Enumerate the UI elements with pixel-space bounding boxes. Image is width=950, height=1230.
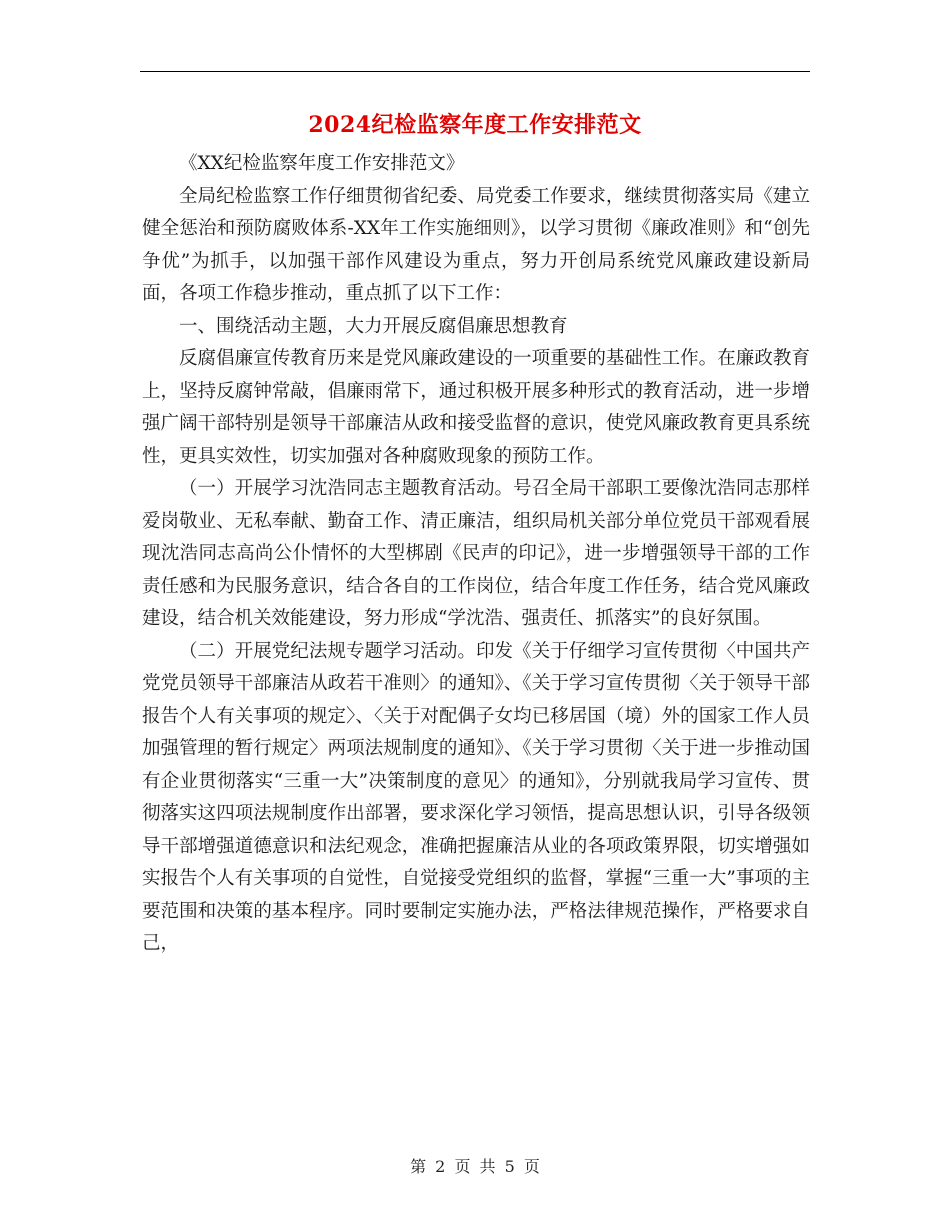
- paragraph-subtitle: 《XX纪检监察年度工作安排范文》: [179, 153, 465, 174]
- header-rule: [140, 71, 810, 72]
- paragraph-education: 反腐倡廉宣传教育历来是党风廉政建设的一项重要的基础性工作。在廉政教育上，坚持反腐钟常敲，倡廉雨常下，通过积极开展多种形式的教育活动，进一步增强广阔干部特别是领导干部廉洁从政和接受监督的意识，使党风廉政教育更具系统性，更具实效性，切实加强对各种腐败现象的预防工作。: [142, 348, 810, 467]
- section-heading-1: 一、围绕活动主题，大力开展反腐倡廉思想教育: [179, 315, 568, 337]
- document-title: 2024纪检监察年度工作安排范文: [308, 112, 642, 138]
- document-body: [142, 148, 810, 961]
- paragraph-item-1: （一）开展学习沈浩同志主题教育活动。号召全局干部职工要像沈浩同志那样爱岗敬业、无私奉献、勤奋工作、清正廉洁，组织局机关部分单位党员干部观看展现沈浩同志高尚公仆情怀的大型梆剧《民声的印记》，进一步增强领导干部的工作责任感和为民服务意识，结合各自的工作岗位，结合年度工作任务，结合党风廉政建设，结合机关效能建设，努力形成“学沈浩、强责任、抓落实”的良好氛围。: [142, 478, 810, 629]
- paragraph-item-2: （二）开展党纪法规专题学习活动。印发《关于仔细学习宣传贯彻〈中国共产党党员领导干部廉洁从政若干准则〉的通知》、《关于学习宣传贯彻〈关于领导干部报告个人有关事项的规定〉、〈关于对配偶子女均已移居国（境）外的国家工作人员加强管理的暂行规定〉两项法规制度的通知》、《关于学习贯彻〈关于进一步推动国有企业贯彻落实“三重一大”决策制度的意见〉的通知》，分别就我局学习宣传、贯彻落实这四项法规制度作出部署，要求深化学习领悟，提高思想认识，引导各级领导干部增强道德意识和法纪观念，准确把握廉洁从业的各项政策界限，切实增强如实报告个人有关事项的自觉性，自觉接受党组织的监督，掌握“三重一大”事项的主要范围和决策的基本程序。同时要制定实施办法，严格法律规范操作，严格要求自己，: [142, 640, 810, 954]
- page-number: 第 2 页 共 5 页: [410, 1157, 540, 1176]
- paragraph-intro: 全局纪检监察工作仔细贯彻省纪委、局党委工作要求，继续贯彻落实局《建立健全惩治和预防腐败体系-XX年工作实施细则》，以学习贯彻《廉政准则》和“创先争优”为抓手，以加强干部作风建设为重点，努力开创局系统党风廉政建设新局面，各项工作稳步推动，重点抓了以下工作：: [142, 185, 810, 304]
